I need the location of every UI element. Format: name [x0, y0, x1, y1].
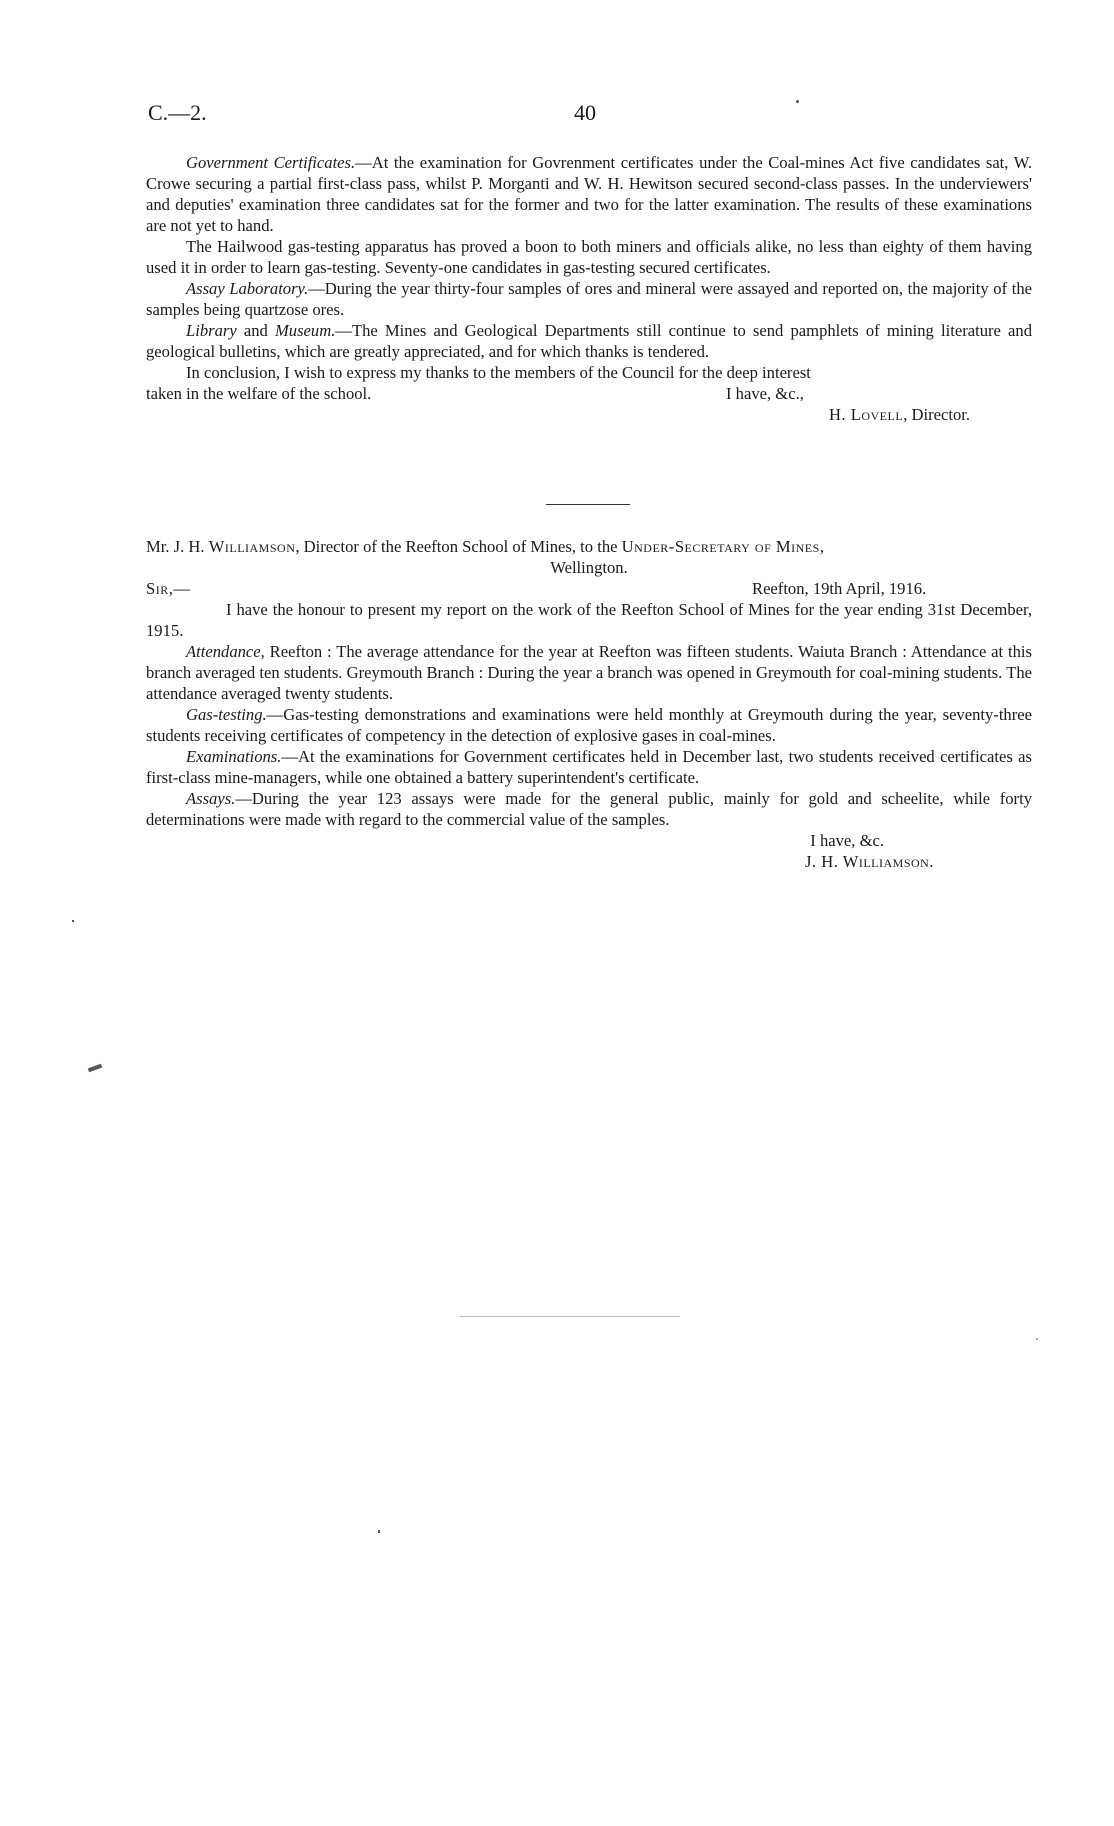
scan-speck [378, 1530, 380, 1533]
signature-name: H. Lovell [828, 405, 904, 424]
closing-phrase: I have, &c., [726, 384, 804, 403]
paragraph-examinations [146, 746, 1032, 788]
document-reference: C.—2. [148, 100, 207, 125]
closing-line [146, 383, 1032, 404]
paragraph-conclusion: In conclusion, I wish to express my thanks to the members of the Council for the deep interest [186, 363, 811, 382]
run-in-heading: Museum. [274, 321, 336, 340]
scan-speck [1036, 1338, 1038, 1340]
paragraph-text: —At the examination for Govrenment certificates under the Coal-mines Act five candidates sat, W. Crowe securing a partial first-class pass, whilst P. Morganti and W. H. Hewitson secured second-class passes. In the underviewers' and deputies' examination three candidates sat for the former and two for the latter examination. The results of these examinations are not yet to hand. [146, 153, 1032, 235]
paragraph-assays [146, 788, 1032, 830]
paragraph-text: Reefton : The average attendance for the year at Reefton was fifteen students. Waiuta Branch : Attendance at this branch averaged ten students. Greymouth Branch : During the year a branch was opened in Greymouth for coal-mining students. The attendance averaged twenty students. [146, 642, 1032, 703]
paragraph-hailwood: The Hailwood gas-testing apparatus has proved a boon to both miners and officials alike, no less than eighty of them having used it in order to learn gas-testing. Seventy-one candidates in gas-testing secured certificates. [146, 237, 1032, 277]
paragraph-text: —At the examinations for Government certificates held in December last, two students received certificates as first-class mine-managers, while one obtained a battery superintendent's certificate. [146, 747, 1032, 787]
address-place: Wellington. [550, 558, 628, 577]
run-in-heading: Attendance, [186, 642, 265, 661]
address-suffix: , [819, 537, 824, 556]
address-name: Williamson [208, 537, 296, 556]
paragraph-intro: I have the honour to present my report on the work of the Reefton School of Mines for the year ending 31st December, 1915. [146, 600, 1032, 640]
run-in-heading: Government Certificates. [186, 153, 356, 172]
paragraph-text: —Gas-testing demonstrations and examinations were held monthly at Greymouth during the year, seventy-three students receiving certificates of competency in the detection of explosive gases in coal-mines. [146, 705, 1032, 745]
dateline: Reefton, 19th April, 1916. [752, 579, 927, 598]
paragraph-attendance [146, 641, 1032, 704]
conclusion-end: taken in the welfare of the school. [146, 384, 372, 403]
page-header [148, 100, 1028, 136]
run-in-heading: Library [186, 321, 237, 340]
page-number: 40 [574, 100, 596, 125]
address-middle: , Director of the Reefton School of Mines, to the [295, 537, 622, 556]
run-in-heading: Assay Laboratory. [186, 279, 309, 298]
address-prefix: Mr. J. H. [146, 537, 209, 556]
report-lovell [146, 152, 1032, 425]
scan-line [460, 1316, 680, 1317]
signature [146, 404, 1032, 425]
run-in-heading: Examinations. [186, 747, 282, 766]
scan-speck [72, 920, 74, 922]
salutation-row [146, 578, 1032, 599]
paragraph-gas-testing [146, 704, 1032, 746]
signature-title: , Director. [903, 405, 970, 424]
paragraph-library-museum [146, 320, 1032, 362]
run-in-heading: Gas-testing. [186, 705, 267, 724]
run-in-heading: Assays. [186, 789, 236, 808]
report-williamson [146, 536, 1032, 872]
address-line [146, 536, 1032, 557]
paragraph-government-certificates [146, 152, 1032, 236]
paragraph-text: —During the year thirty-four samples of ores and mineral were assayed and reported on, the majority of the samples being quartzose ores. [146, 279, 1032, 319]
connector-text: and [236, 321, 275, 340]
scan-speck [796, 100, 799, 103]
section-divider [546, 504, 630, 505]
scan-speck [88, 1064, 103, 1073]
paragraph-assay-laboratory [146, 278, 1032, 320]
closing-phrase: I have, &c. [810, 831, 884, 850]
paragraph-text: —During the year 123 assays were made for the general public, mainly for gold and scheelite, while forty determinations were made with regard to the commercial value of the samples. [146, 789, 1032, 829]
address-recipient: Under-Secretary of Mines [621, 537, 820, 556]
salutation: Sir,— [146, 579, 191, 598]
signature: J. H. Williamson. [804, 852, 934, 871]
paragraph-text: —The Mines and Geological Departments still continue to send pamphlets of mining literature and geological bulletins, which are greatly appreciated, and for which thanks is tendered. [146, 321, 1032, 361]
